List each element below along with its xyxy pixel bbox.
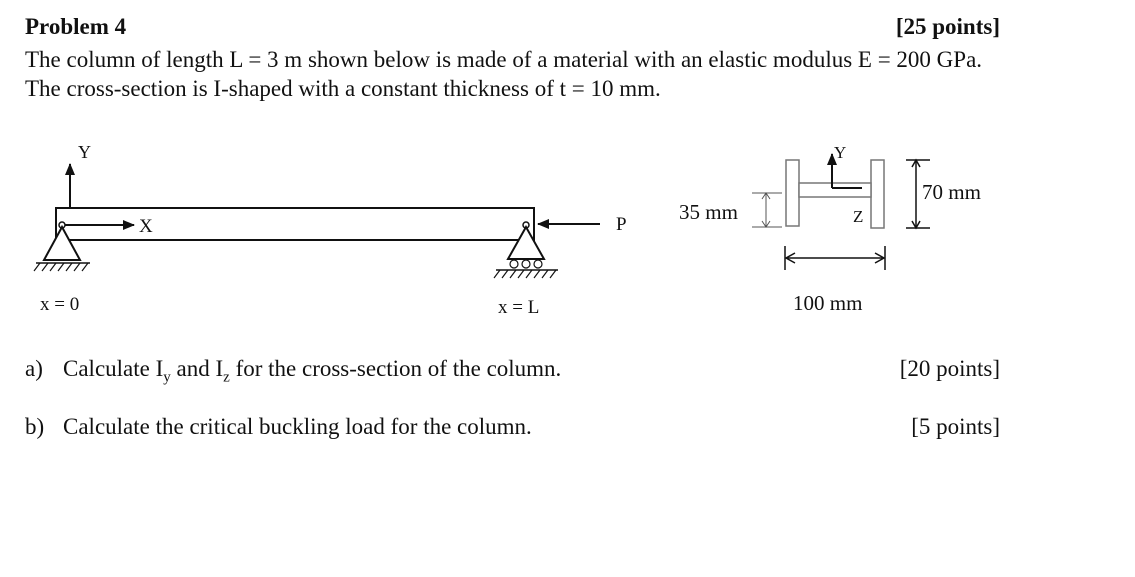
load-label: P: [616, 214, 627, 235]
right-flange: [871, 160, 884, 228]
web: [799, 183, 871, 197]
left-end-label: x = 0: [40, 294, 80, 315]
question-b-points: [5 points]: [911, 414, 1000, 439]
problem-statement: The column of length L = 3 m shown below is made of a material with an elastic modulus E = 200 GPa. The cross-section is I-shaped with a constant thickness of t = 10 mm.: [25, 47, 983, 101]
problem-points: [25 points]: [895, 14, 1000, 39]
question-a-points: [20 points]: [899, 356, 1000, 381]
question-b-text: Calculate the critical buckling load for the column.: [63, 414, 532, 439]
dim-35mm: [752, 193, 782, 227]
beam-y-axis-label: Y: [78, 142, 91, 162]
beam-diagram: [34, 142, 627, 318]
question-a-text: Calculate $I_y$ and $I_z$ for the cross-section of the column.: [63, 356, 562, 386]
problem-header: [25, 14, 1000, 44]
cross-section-diagram: [679, 143, 981, 315]
dim-100mm-label: 100 mm: [793, 291, 863, 315]
question-a: [25, 356, 1000, 386]
question-b: [25, 414, 1000, 444]
left-flange: [786, 160, 799, 226]
figure: [0, 130, 1135, 330]
question-b-letter: b): [25, 414, 45, 439]
dim-35mm-label: 35 mm: [679, 200, 738, 224]
right-end-label: x = L: [498, 297, 540, 318]
beam-x-axis-label: X: [139, 216, 153, 237]
dim-70mm-label: 70 mm: [922, 180, 981, 204]
section-z-axis-label: Z: [853, 207, 864, 226]
question-a-letter: a): [25, 356, 43, 381]
dim-100mm: [785, 246, 885, 270]
problem-title: Problem 4: [25, 14, 127, 39]
section-y-axis-label: Y: [834, 143, 847, 162]
